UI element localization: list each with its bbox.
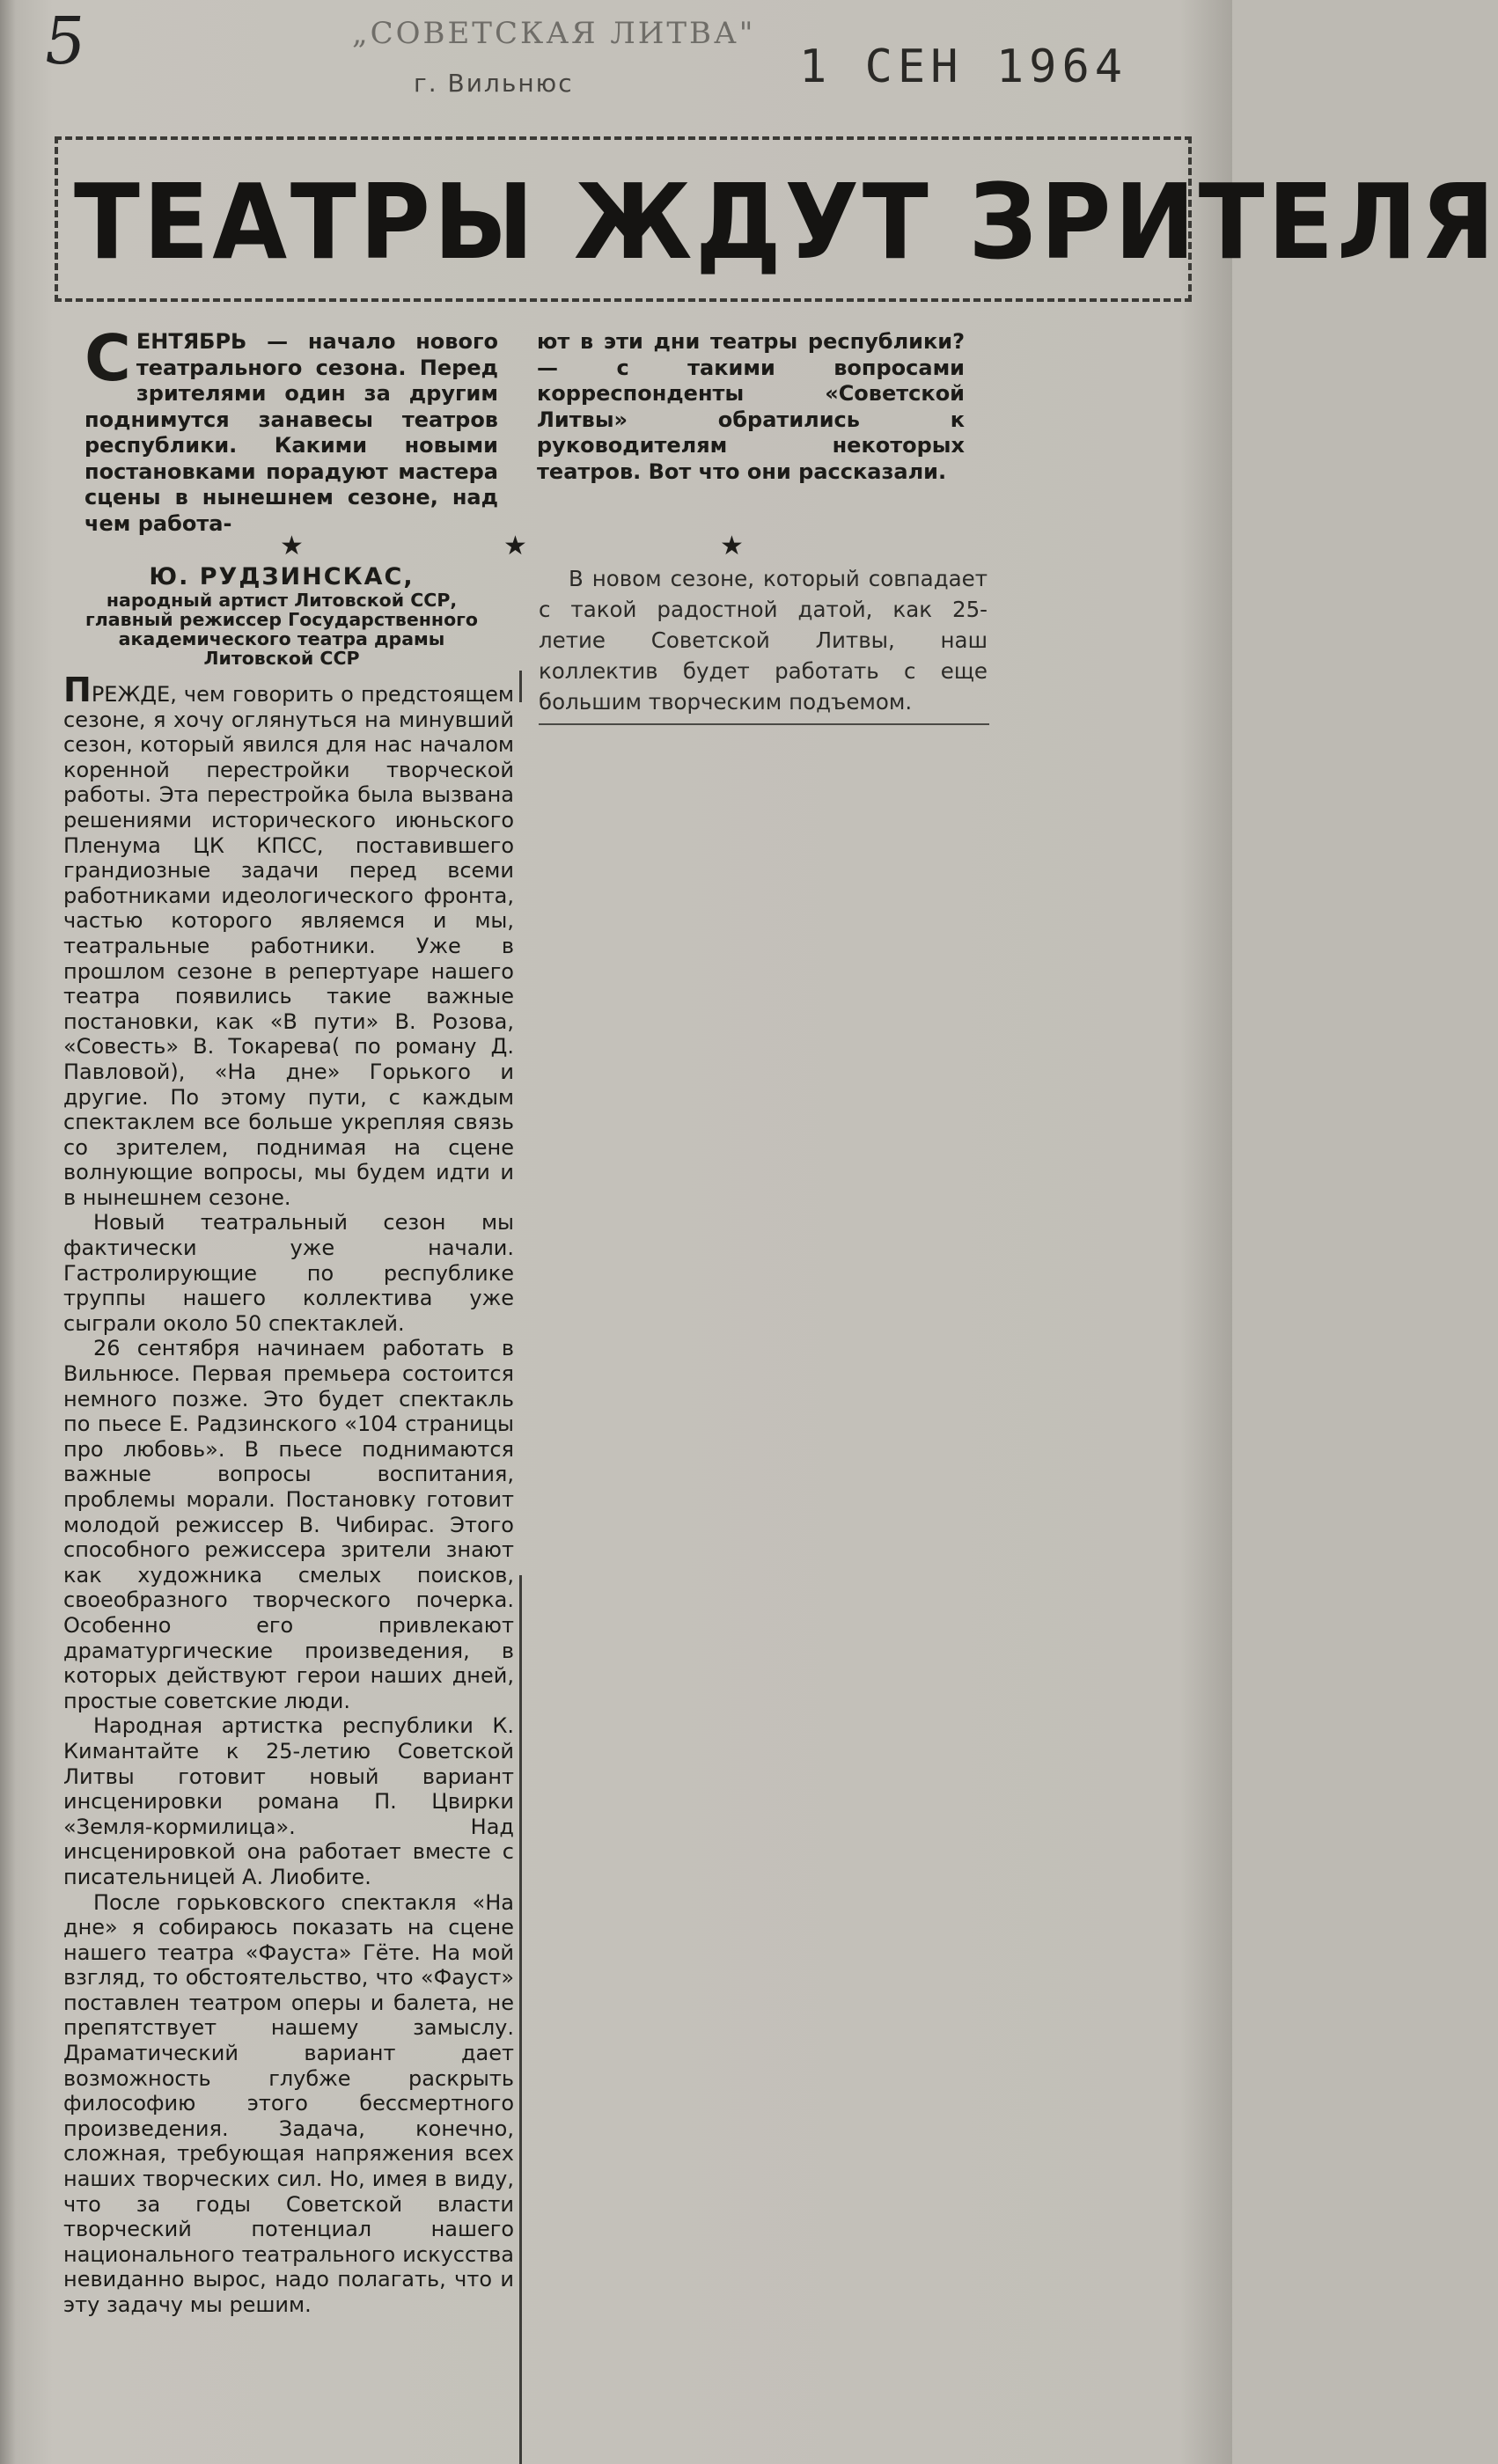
author-role: народный артист Литовской ССР, главный режиссер Государственного академического театра драмы Литовской ССР (85, 590, 478, 669)
city-stamp: г. Вильнюс (414, 69, 574, 98)
lead-right-column (537, 329, 965, 485)
column-rule (519, 1575, 522, 2464)
separator-star-3: ★ (720, 531, 744, 561)
separator-star-2: ★ (503, 531, 527, 561)
lead-left-column (84, 321, 498, 537)
article-paragraph-4: Народная артистка республики К. Кимантайте к 25-летию Советской Литвы готовит новый вариант инсценировки романа П. Цвирки «Земля-кормилица». Над инсценировкой она работает вместе с писательницей А. Лиобите. (63, 1713, 514, 1889)
byline (62, 563, 502, 668)
column-rule-top (519, 671, 522, 702)
article-paragraph-1-text: РЕЖДЕ, чем говорить о предстоящем сезоне, я хочу оглянуться на минувший сезон, который явился для нас началом коренной перестройки творческой работы. Эта перестройка была вызвана решениями исторического июньского Пленума ЦК КПСС, поставившего грандиозные задачи перед всеми работниками идеологического фронта, частью которого являемся и мы, театральные работники. Уже в прошлом сезоне в репертуаре нашего театра появились такие важные постановки, как «В пути» В. Розова, «Совесть» В. Токарева( по роману Д. Павловой), «На дне» Горького и другие. По этому пути, с каждым спектаклем все больше укрепляя связь со зрителем, поднимая на сцене волнующие вопросы, мы будем идти и в нынешнем сезоне. (63, 682, 514, 1210)
right-paragraph-1: В новом сезоне, который совпадает с такой радостной датой, как 25-летие Советской Литвы, наш коллектив будет работать с еще большим творческим подъемом. (539, 566, 988, 715)
article-paragraph-3: 26 сентября начинаем работать в Вильнюсе. Первая премьера состоится немного позже. Это будет спектакль по пьесе Е. Радзинского «104 страницы про любовь». В пьесе поднимаются важные вопросы воспитания, проблемы морали. Постановку готовит молодой режиссер В. Чибирас. Этого способного режиссера зрители знают как художника смелых поисков, своеобразного творческого почерка. Особенно его привлекают драматургические произведения, в которых действуют герои наших дней, простые советские люди. (63, 1336, 514, 1713)
lead-dropcap: С (84, 321, 131, 395)
newspaper-source-stamp: „СОВЕТСКАЯ ЛИТВА" (352, 16, 756, 51)
article-paragraph-2: Новый театральный сезон мы фактически уже начали. Гастролирующие по республике труппы нашего коллектива уже сыграли около 50 спектаклей. (63, 1210, 514, 1336)
article-body (63, 671, 514, 2318)
headline: ТЕАТРЫ ЖДУТ ЗРИТЕЛЯ (74, 161, 1498, 282)
archive-mark: 5 (38, 4, 92, 79)
lead-right-text: ют в эти дни театры республики? — с такими вопросами корреспонденты «Советской Литвы» обратились к руководителям некоторых театров. Вот что они рассказали. (537, 329, 965, 484)
right-column-underline (539, 723, 989, 725)
article-initial: П (63, 671, 92, 709)
date-stamp: 1 СЕН 1964 (799, 40, 1128, 93)
separator-star-1: ★ (280, 531, 304, 561)
lead-left-text: ЕНТЯБРЬ — начало нового театрального сезона. Перед зрителями один за другим поднимутся занавесы театров республики. Какими новыми постановками порадуют мастера сцены в нынешнем сезоне, над чем работа- (84, 329, 498, 536)
author-name: Ю. РУДЗИНСКАС, (149, 563, 415, 590)
right-column (539, 563, 988, 717)
article-paragraph-5: После горьковского спектакля «На дне» я собираюсь показать на сцене нашего театра «Фауста» Гёте. На мой взгляд, то обстоятельство, что «Фауст» поставлен театром оперы и балета, не препятствует нашему замыслу. Драматический вариант дает возможность глубже раскрыть философию этого бессмертного произведения. Задача, конечно, сложная, требующая напряжения всех наших творческих сил. Но, имея в виду, что за годы Советской власти творческий потенциал нашего национального театрального искусства невиданно вырос, надо полагать, что и эту задачу мы решим. (63, 1889, 514, 2317)
article-paragraph-1 (63, 671, 514, 1210)
